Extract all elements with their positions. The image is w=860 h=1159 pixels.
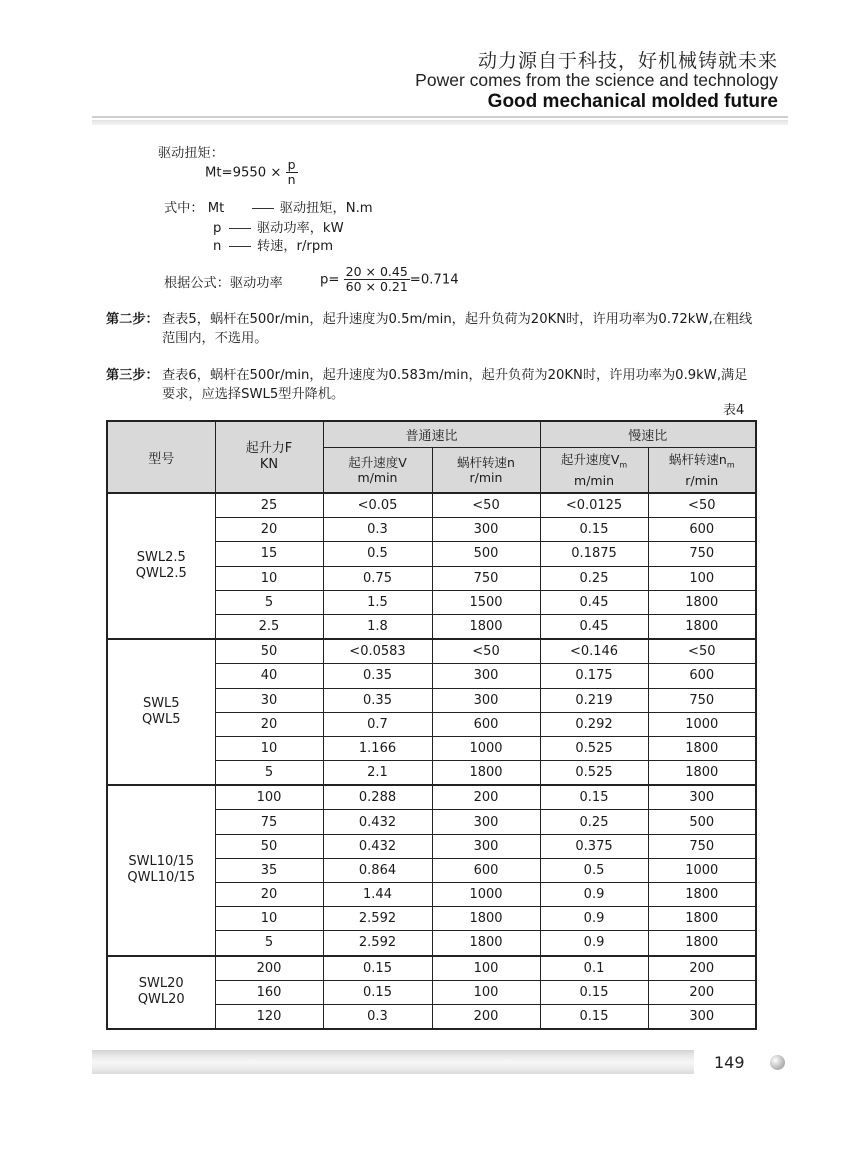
calc-denominator: 60 × 0.21 [345,279,408,294]
table-cell: 100 [215,785,323,810]
table-cell: <50 [648,639,756,664]
header-normal-ratio: 普通速比 [323,421,540,448]
table-cell: 100 [432,956,540,981]
table-cell: 300 [432,664,540,688]
table-cell: 1800 [648,614,756,639]
table-cell: 100 [648,566,756,590]
formula-denominator: n [287,172,296,187]
table-cell: 200 [215,956,323,981]
table-cell: 0.35 [323,688,432,712]
table-cell: 1800 [432,907,540,931]
table-cell: 10 [215,907,323,931]
header-slogan-en: Power comes from the science and technology [415,70,778,90]
table-cell: 20 [215,518,323,542]
table-cell: 15 [215,542,323,566]
step-3-continued: 要求，应选择SWL5型升降机。 [162,387,345,402]
table-cell: 600 [648,518,756,542]
header-model: 型号 [107,421,215,493]
table-cell: 300 [432,834,540,858]
table-cell: 1800 [648,761,756,786]
table-cell: 50 [215,639,323,664]
formula-fraction [286,158,298,187]
table-cell: 0.15 [323,956,432,981]
table-cell: 300 [432,810,540,834]
header-unit: r/min [469,470,503,485]
header-force-label: 起升力F [245,441,293,456]
table-cell: 0.9 [540,883,648,907]
table-cell: 0.15 [540,1004,648,1029]
def-symbol: p [213,221,222,236]
table-cell: 300 [648,1004,756,1029]
where-label: 式中： [164,201,204,216]
header-worm-nm [648,448,756,494]
table-cell: 750 [648,688,756,712]
header-unit: m/min [357,470,398,485]
table-cell: 50 [215,834,323,858]
dash [252,208,274,209]
header-sub: m [726,460,735,470]
table-cell: 200 [432,785,540,810]
model-name: SWL20 [138,976,184,992]
table-cell: 2.1 [323,761,432,786]
step-2-continued: 范围内，不选用。 [162,331,268,346]
table-cell: 300 [432,518,540,542]
header-slogan-en-bold: Good mechanical molded future [487,91,778,112]
def-desc: 转速，r/rpm [257,239,334,254]
table-cell: 1000 [432,883,540,907]
table-cell: 120 [215,1004,323,1029]
table-cell: 0.864 [323,858,432,882]
model-cell [107,785,215,955]
dash [229,228,251,229]
table-cell: 40 [215,664,323,688]
table-cell: <50 [432,639,540,664]
header-worm-n [432,448,540,494]
header-slow-ratio: 慢速比 [540,421,756,448]
model-name: SWL5 [142,696,180,712]
table-cell: 0.525 [540,761,648,786]
table-cell: 600 [648,664,756,688]
header-text: 蜗杆转速n [457,455,515,470]
table-cell: <0.0583 [323,639,432,664]
calc-label: 根据公式：驱动功率 [164,276,283,291]
step-2 [106,308,752,327]
table-cell: 5 [215,590,323,614]
table-group [107,639,756,785]
table-cell: 25 [215,493,323,518]
table-cell: 0.292 [540,712,648,736]
table-cell: 200 [648,956,756,981]
table-cell: 750 [648,542,756,566]
header-sub: m [619,460,628,470]
table-cell: 0.5 [323,542,432,566]
table-cell: 0.15 [323,980,432,1004]
formula-def-n [213,235,333,254]
table-cell: 0.9 [540,931,648,956]
table-cell: 0.25 [540,810,648,834]
table-cell: 300 [432,688,540,712]
table-cell: 0.75 [323,566,432,590]
table-cell: 0.3 [323,518,432,542]
table-cell: 2.5 [215,614,323,639]
table-cell: 1.8 [323,614,432,639]
table-cell: 10 [215,736,323,760]
def-desc: 驱动扭矩，N.m [279,201,373,216]
table-cell: 20 [215,883,323,907]
table-cell: 10 [215,566,323,590]
table-cell: 160 [215,980,323,1004]
table-cell: 1800 [432,931,540,956]
header-divider [92,116,788,125]
table-cell: 1.166 [323,736,432,760]
header-slogan-cn: 动力源自于科技，好机械铸就未来 [477,50,778,72]
table-cell: <50 [432,493,540,518]
header-speed-vm [540,448,648,494]
table-cell: 0.35 [323,664,432,688]
table-cell: 35 [215,858,323,882]
table-cell: 1800 [648,931,756,956]
header-text: 起升速度V [560,452,620,468]
model-cell [107,956,215,1030]
header-text: 蜗杆转速n [668,452,727,468]
table-cell: 200 [432,1004,540,1029]
table-cell: 0.432 [323,834,432,858]
table-cell: 75 [215,810,323,834]
table-cell: 1.5 [323,590,432,614]
table-cell: 0.15 [540,518,648,542]
table-cell: 100 [432,980,540,1004]
table-cell: 0.219 [540,688,648,712]
model-name: SWL10/15 [128,854,195,870]
spec-table [106,420,757,1030]
step-text: 查表5，蜗杆在500r/min，起升速度为0.5m/min，起升负荷为20KN时，许用功率为0.72kW,在粗线 [162,312,753,327]
table-row [107,639,756,664]
table-cell: 1500 [432,590,540,614]
step-label: 第二步： [106,312,159,327]
table-cell: 20 [215,712,323,736]
table-cell: <50 [648,493,756,518]
table-cell: 2.592 [323,907,432,931]
table-cell: 1000 [432,736,540,760]
table-cell: <0.0125 [540,493,648,518]
table-label: 表4 [723,403,745,418]
table-cell: 0.1 [540,956,648,981]
table-cell: 1800 [432,761,540,786]
table-cell: <0.146 [540,639,648,664]
step-text: 查表6，蜗杆在500r/min，起升速度为0.583m/min，起升负荷为20KN时，许用功率为0.9kW,满足 [162,368,748,383]
table-cell: 500 [432,542,540,566]
step-3 [106,364,747,383]
table-group [107,785,756,955]
formula-equation [205,158,298,187]
header-speed-v [323,448,432,494]
table-cell: 1800 [648,736,756,760]
calc-equation [320,265,459,294]
table-cell: 30 [215,688,323,712]
table-cell: 1.44 [323,883,432,907]
table-cell: 0.45 [540,590,648,614]
header-unit: m/min [574,472,614,488]
table-cell: 0.175 [540,664,648,688]
table-cell: 0.15 [540,785,648,810]
table-cell: 1800 [432,614,540,639]
model-name: QWL2.5 [135,566,187,582]
table-group [107,493,756,639]
calc-result: =0.714 [409,272,459,288]
table-group [107,956,756,1030]
table-cell: 5 [215,761,323,786]
table-cell: 0.15 [540,980,648,1004]
model-cell [107,493,215,639]
table-cell: 5 [215,931,323,956]
page-number: 149 [714,1053,745,1072]
table-cell: 0.375 [540,834,648,858]
table-cell: 0.288 [323,785,432,810]
def-desc: 驱动功率，kW [257,221,344,236]
table-cell: 300 [648,785,756,810]
table-cell: 0.1875 [540,542,648,566]
table-cell: 750 [648,834,756,858]
table-cell: 0.25 [540,566,648,590]
model-name: QWL20 [137,992,185,1008]
table-cell: 600 [432,858,540,882]
header-unit: r/min [685,472,719,488]
calc-numerator: 20 × 0.45 [345,264,408,279]
table-cell: 500 [648,810,756,834]
table-cell: 1800 [648,883,756,907]
model-name: SWL2.5 [136,550,186,566]
step-label: 第三步： [106,368,159,383]
calc-lhs: p= [320,272,340,288]
table-cell: 0.7 [323,712,432,736]
table-cell: 600 [432,712,540,736]
formula-title: 驱动扭矩： [158,146,224,161]
def-symbol: Mt [207,201,225,216]
formula-def-p [213,217,344,236]
table-cell: 1800 [648,590,756,614]
model-name: QWL5 [141,712,181,728]
table-cell: 0.9 [540,907,648,931]
model-name: QWL10/15 [127,870,196,886]
table-cell: 0.525 [540,736,648,760]
header-force-unit: KN [259,457,279,472]
header-force [215,421,323,493]
table-cell: <0.05 [323,493,432,518]
header-text: 起升速度V [348,455,407,470]
table-cell: 200 [648,980,756,1004]
formula-numerator: p [287,157,296,172]
formula-lhs: Mt=9550 × [205,165,282,181]
table-row [107,956,756,981]
table-cell: 1000 [648,712,756,736]
table-cell: 1800 [648,907,756,931]
table-row [107,785,756,810]
model-cell [107,639,215,785]
table-cell: 2.592 [323,931,432,956]
formula-def-mt [164,197,373,216]
def-symbol: n [213,239,222,254]
table-cell: 0.432 [323,810,432,834]
table-row [107,493,756,518]
table-cell: 1000 [648,858,756,882]
table-cell: 750 [432,566,540,590]
calc-fraction [344,265,410,294]
table-cell: 0.45 [540,614,648,639]
decorative-ball-icon [770,1055,785,1070]
dash [229,246,251,247]
footer-bar [92,1050,694,1074]
table-cell: 0.3 [323,1004,432,1029]
table-cell: 0.5 [540,858,648,882]
